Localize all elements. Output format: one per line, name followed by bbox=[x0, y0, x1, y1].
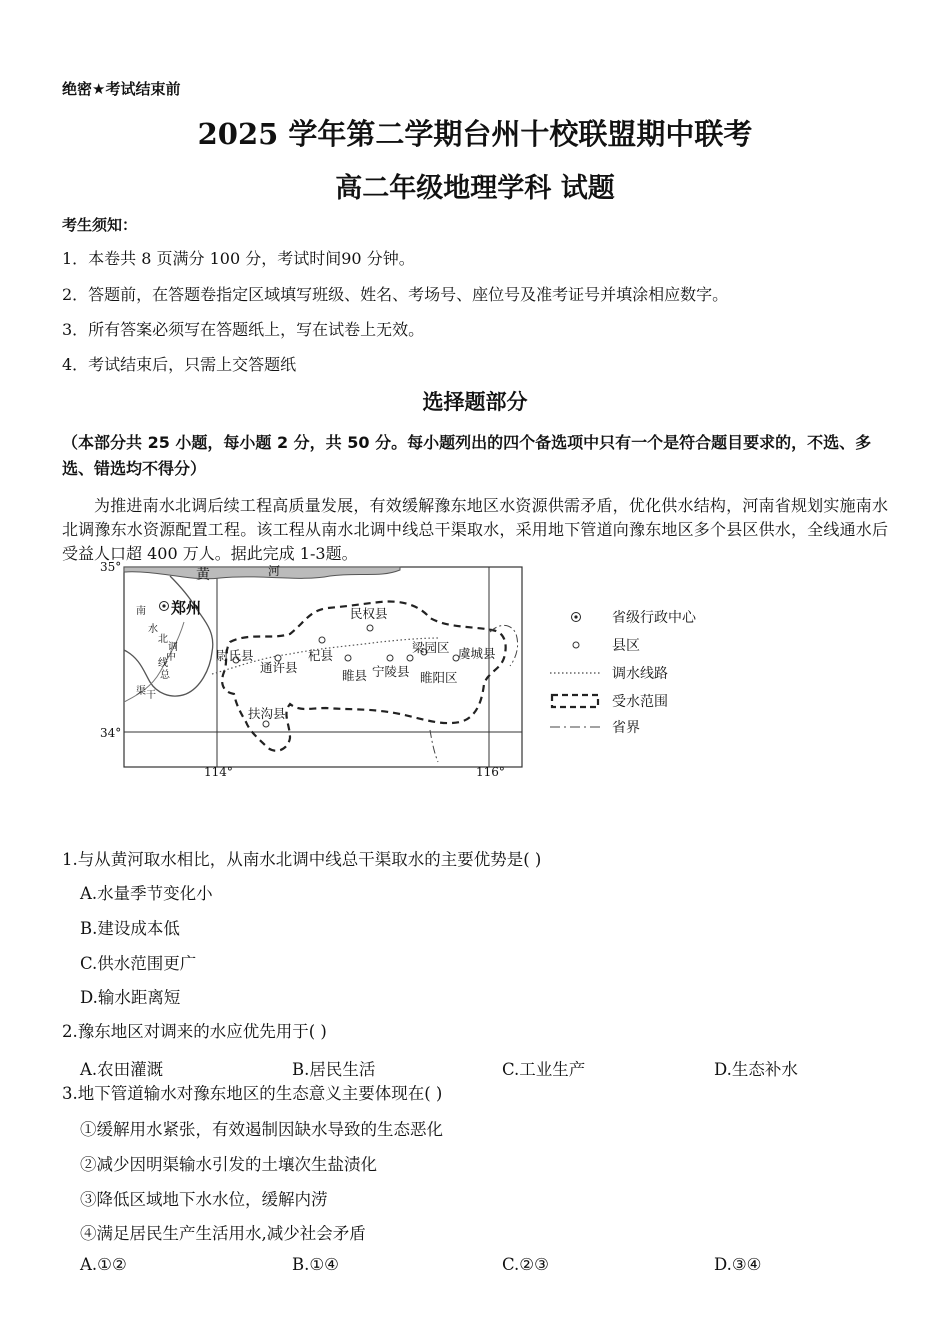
lat-label: 34° bbox=[100, 726, 122, 740]
question-statement: ②减少因明渠输水引发的土壤次生盐渍化 bbox=[80, 1155, 377, 1174]
question-option[interactable]: B.建设成本低 bbox=[80, 919, 180, 938]
province-border bbox=[430, 730, 438, 762]
canal-label: 水 bbox=[148, 624, 158, 635]
question-option[interactable]: B.①④ bbox=[292, 1255, 339, 1274]
lat-label: 35° bbox=[100, 560, 122, 574]
border-icon bbox=[548, 719, 604, 735]
canal-label: 线 bbox=[158, 658, 168, 669]
place-label: 尉氏县 bbox=[216, 648, 254, 663]
lon-label: 116° bbox=[476, 765, 505, 779]
capital-icon bbox=[548, 609, 604, 625]
yellow-river bbox=[124, 567, 400, 579]
question-option[interactable]: B.居民生活 bbox=[292, 1060, 376, 1079]
section-instructions: （本部分共 25 小题，每小题 2 分，共 50 分。每小题列出的四个备选项中只有一个是符合题目要求的，不选、多选、错选均不得分） bbox=[62, 433, 872, 478]
canal-label: 调 bbox=[168, 642, 178, 653]
place-label: 宁陵县 bbox=[372, 664, 410, 679]
exam-title: 2025 学年第二学期台州十校联盟期中联考 bbox=[197, 117, 753, 151]
question-stem: 3.地下管道输水对豫东地区的生态意义主要体现在( ) bbox=[62, 1084, 443, 1103]
notice-item: 2．答题前，在答题卷指定区域填写班级、姓名、考场号、座位号及准考证号并填涂相应数字。 bbox=[62, 285, 729, 304]
canal-label: 渠 bbox=[136, 686, 146, 697]
place-label: 扶沟县 bbox=[248, 706, 286, 721]
legend-label: 受水范围 bbox=[612, 694, 668, 710]
question-option[interactable]: D.③④ bbox=[714, 1255, 762, 1274]
question-statement: ③降低区域地下水水位，缓解内涝 bbox=[80, 1190, 328, 1209]
canal-label: 北 bbox=[158, 634, 168, 645]
area-icon bbox=[548, 693, 604, 709]
notice-item: 1．本卷共 8 页满分 100 分，考试时间90 分钟。 bbox=[62, 249, 415, 268]
place-label: 睢阳区 bbox=[420, 670, 458, 685]
place-label: 杞县 bbox=[308, 648, 334, 663]
legend-label: 县区 bbox=[612, 638, 640, 654]
legend-border bbox=[548, 716, 640, 738]
legend-area bbox=[548, 690, 668, 712]
place-label: 民权县 bbox=[350, 606, 388, 621]
river-label: 河 bbox=[268, 564, 281, 578]
section-title: 选择题部分 bbox=[422, 389, 528, 414]
question-stem: 2.豫东地区对调来的水应优先用于( ) bbox=[62, 1022, 327, 1041]
legend-label: 调水线路 bbox=[612, 666, 668, 682]
canal-label: 南 bbox=[136, 606, 146, 617]
river-label: 黄 bbox=[196, 567, 210, 583]
question-option[interactable]: D.生态补水 bbox=[714, 1060, 798, 1079]
question-statement: ④满足居民生产生活用水,减少社会矛盾 bbox=[80, 1224, 366, 1243]
notice-heading: 考生须知： bbox=[62, 216, 138, 234]
question-option[interactable]: C.②③ bbox=[502, 1255, 549, 1274]
confidential-mark: 绝密★考试结束前 bbox=[62, 80, 181, 98]
legend-route bbox=[548, 662, 668, 684]
place-label: 睢县 bbox=[342, 668, 368, 683]
question-option[interactable]: C.供水范围更广 bbox=[80, 954, 197, 973]
canal-label: 中 bbox=[166, 652, 176, 663]
question-option[interactable]: A.农田灌溉 bbox=[80, 1060, 164, 1079]
notice-item: 4．考试结束后，只需上交答题纸 bbox=[62, 355, 297, 374]
question-option[interactable]: D.输水距离短 bbox=[80, 988, 181, 1007]
legend-county bbox=[548, 634, 640, 656]
exam-subtitle: 高二年级地理学科 试题 bbox=[335, 173, 615, 204]
question-option[interactable]: C.工业生产 bbox=[502, 1060, 586, 1079]
county-icon bbox=[548, 637, 604, 653]
map-figure bbox=[100, 562, 530, 782]
question-statement: ①缓解用水紧张，有效遏制因缺水导致的生态恶化 bbox=[80, 1120, 443, 1139]
route-icon bbox=[548, 665, 604, 681]
notice-item: 3．所有答案必须写在答题纸上，写在试卷上无效。 bbox=[62, 320, 425, 339]
place-label: 郑州 bbox=[171, 599, 202, 617]
legend-label: 省级行政中心 bbox=[612, 610, 696, 626]
question-option[interactable]: A.①② bbox=[80, 1255, 127, 1274]
canal-label: 干 bbox=[146, 690, 156, 701]
question-option[interactable]: A.水量季节变化小 bbox=[80, 884, 213, 903]
place-label: 梁园区 bbox=[412, 640, 450, 655]
legend-label: 省界 bbox=[612, 720, 640, 736]
place-label: 虞城县 bbox=[458, 646, 496, 661]
canal-label: 总 bbox=[160, 670, 170, 681]
question-stem: 1.与从黄河取水相比，从南水北调中线总干渠取水的主要优势是( ) bbox=[62, 850, 542, 869]
legend-capital bbox=[548, 606, 696, 628]
lon-label: 114° bbox=[204, 765, 233, 779]
place-label: 通许县 bbox=[260, 660, 298, 675]
passage: 为推进南水北调后续工程高质量发展，有效缓解豫东地区水资源供需矛盾，优化供水结构，河南省规划实施南水北调豫东水资源配置工程。该工程从南水北调中线总干渠取水，采用地下管道向豫东地区多个县区供水，全线通水后受益人口超 400 万人。据此完成 1-3题。 bbox=[62, 496, 888, 563]
